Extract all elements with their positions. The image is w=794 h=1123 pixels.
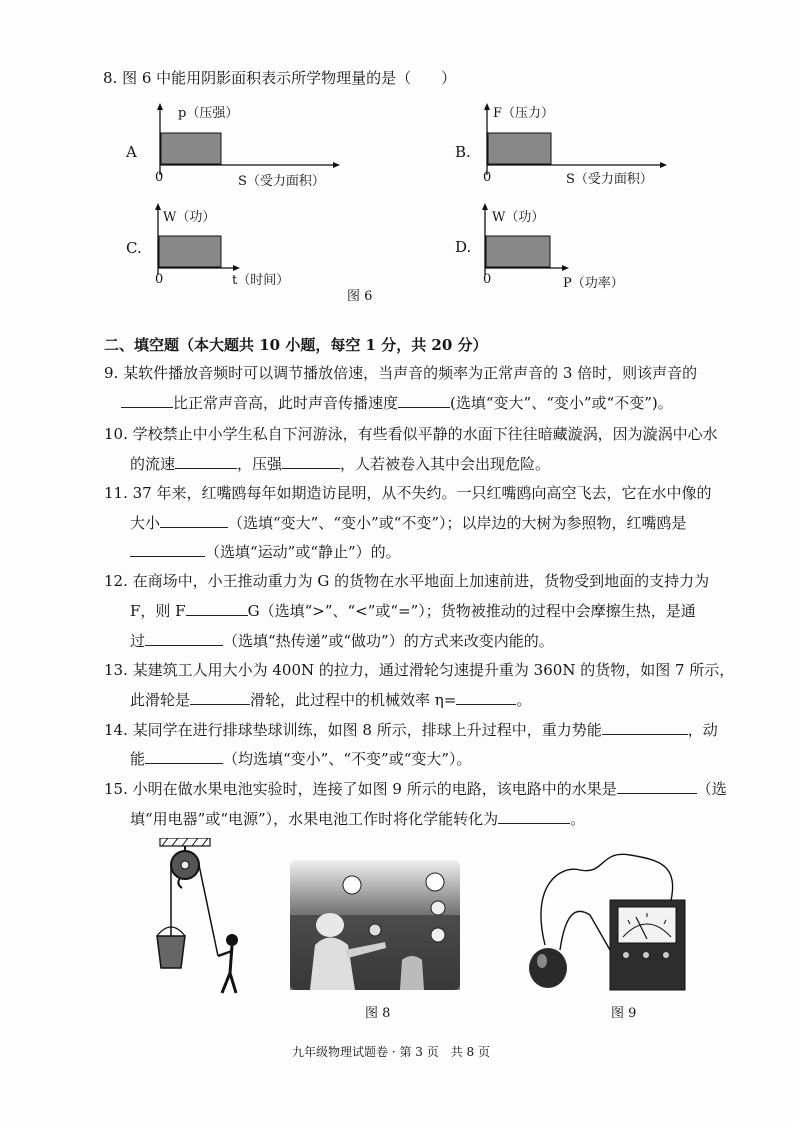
q10-line-1: 10. 学校禁止中小学生私自下河游泳，有些看似平静的水面下往往暗藏漩涡，因为漩涡中心水 (104, 425, 718, 443)
q10-blank-2[interactable] (282, 453, 340, 469)
q11-blank-2[interactable] (130, 541, 205, 557)
graph-d-origin: 0 (483, 272, 492, 287)
q9-blank-2[interactable] (398, 392, 450, 408)
graph-c-x-label: t（时间） (232, 273, 290, 288)
figure-8-volleyball-photo (290, 860, 460, 994)
q12-blank-2[interactable] (145, 630, 223, 646)
q14-blank-2[interactable] (145, 748, 223, 764)
option-a-letter: A (126, 143, 137, 161)
graph-b-x-label: S（受力面积） (566, 172, 653, 187)
q10-blank-1[interactable] (175, 453, 237, 469)
q12-blank-1[interactable] (186, 600, 248, 616)
q15-blank-2[interactable] (498, 808, 570, 824)
option-b-letter: B. (455, 143, 471, 161)
q14-blank-1[interactable] (602, 719, 688, 735)
figure-8-caption: 图 8 (365, 1006, 391, 1021)
q13-blank-1[interactable] (190, 689, 250, 705)
q11-blank-1[interactable] (160, 512, 228, 528)
q9-blank-1[interactable] (121, 392, 173, 408)
option-d-letter: D. (455, 238, 472, 256)
q15-blank-1[interactable] (617, 778, 697, 794)
graph-c-y-label: W（功） (163, 210, 216, 225)
graph-a-y-label: p（压强） (178, 106, 239, 121)
q13-line-1: 13. 某建筑工人用大小为 400N 的拉力，通过滑轮匀速提升重为 360N 的货物，如图 7 所示， (104, 661, 735, 679)
q15-line-1: 15. 小明在做水果电池实验时，连接了如图 9 所示的电路，该电路中的水果是 （选 (104, 780, 727, 798)
q14-line-2: 能 （均选填“变小”、“不变”或“变大”）。 (130, 750, 472, 768)
graph-a-origin: 0 (155, 170, 164, 185)
q15-line-2: 填“用电器”或“电源”），水果电池工作时将化学能转化为 。 (130, 810, 586, 828)
q13-line-2: 此滑轮是 滑轮，此过程中的机械效率 η= 。 (130, 691, 532, 709)
q14-line-1: 14. 某同学在进行排球垫球训练，如图 8 所示，排球上升过程中，重力势能 ，动 (104, 721, 718, 739)
q12-line-1: 12. 在商场中，小王推动重力为 G 的货物在水平地面上加速前进，货物受到地面的支持力为 (104, 572, 710, 590)
q9-line-2: 比正常声音高，此时声音传播速度 (选填“变大”、“变小”或“不变”)。 (121, 392, 673, 413)
graph-a-x-label: S（受力面积） (238, 174, 325, 189)
q10-line-2: 的流速 ，压强 ，人若被卷入其中会出现危险。 (130, 455, 551, 473)
figure-7-pulley (150, 838, 260, 1007)
q11-line-3: （选填“运动”或“静止”）的。 (130, 541, 401, 562)
graph-d-y-label: W（功） (492, 210, 545, 225)
q8-stem: 8. 图 6 中能用阴影面积表示所学物理量的是（ ） (103, 69, 457, 87)
graph-d-x-label: P（功率） (563, 276, 624, 291)
section-heading: 二、填空题（本大题共 10 小题，每空 1 分，共 20 分） (104, 336, 488, 354)
graph-b-y-label: F（压力） (493, 106, 555, 121)
graph-c-origin: 0 (155, 272, 164, 287)
page-footer: 九年级物理试题卷 · 第 3 页 共 8 页 (292, 1045, 490, 1059)
q9-line-1: 9. 某软件播放音频时可以调节播放倍速，当声音的频率为正常声音的 3 倍时，则该声音的 (104, 364, 698, 382)
q11-line-2: 大小 （选填“变大”、“变小”或“不变”）；以岸边的大树为参照物，红嘴鸥是 (130, 514, 687, 532)
option-c-letter: C. (126, 239, 142, 257)
q12-line-2: F，则 F G（选填“>”、“<”或“=”）；货物被推动的过程中会摩擦生热，是通 (130, 602, 696, 620)
figure-9-fruit-battery (520, 845, 690, 999)
figure-9-caption: 图 9 (611, 1006, 637, 1021)
figure-6-caption: 图 6 (347, 289, 373, 304)
q12-line-3: 过 （选填“热传递”或“做功”）的方式来改变内能的。 (130, 632, 554, 650)
q11-line-1: 11. 37 年来，红嘴鸥每年如期造访昆明，从不失约。一只红嘴鸥向高空飞去，它在水中像的 (104, 484, 712, 502)
graph-b-origin: 0 (483, 170, 492, 185)
q13-blank-2[interactable] (456, 689, 516, 705)
